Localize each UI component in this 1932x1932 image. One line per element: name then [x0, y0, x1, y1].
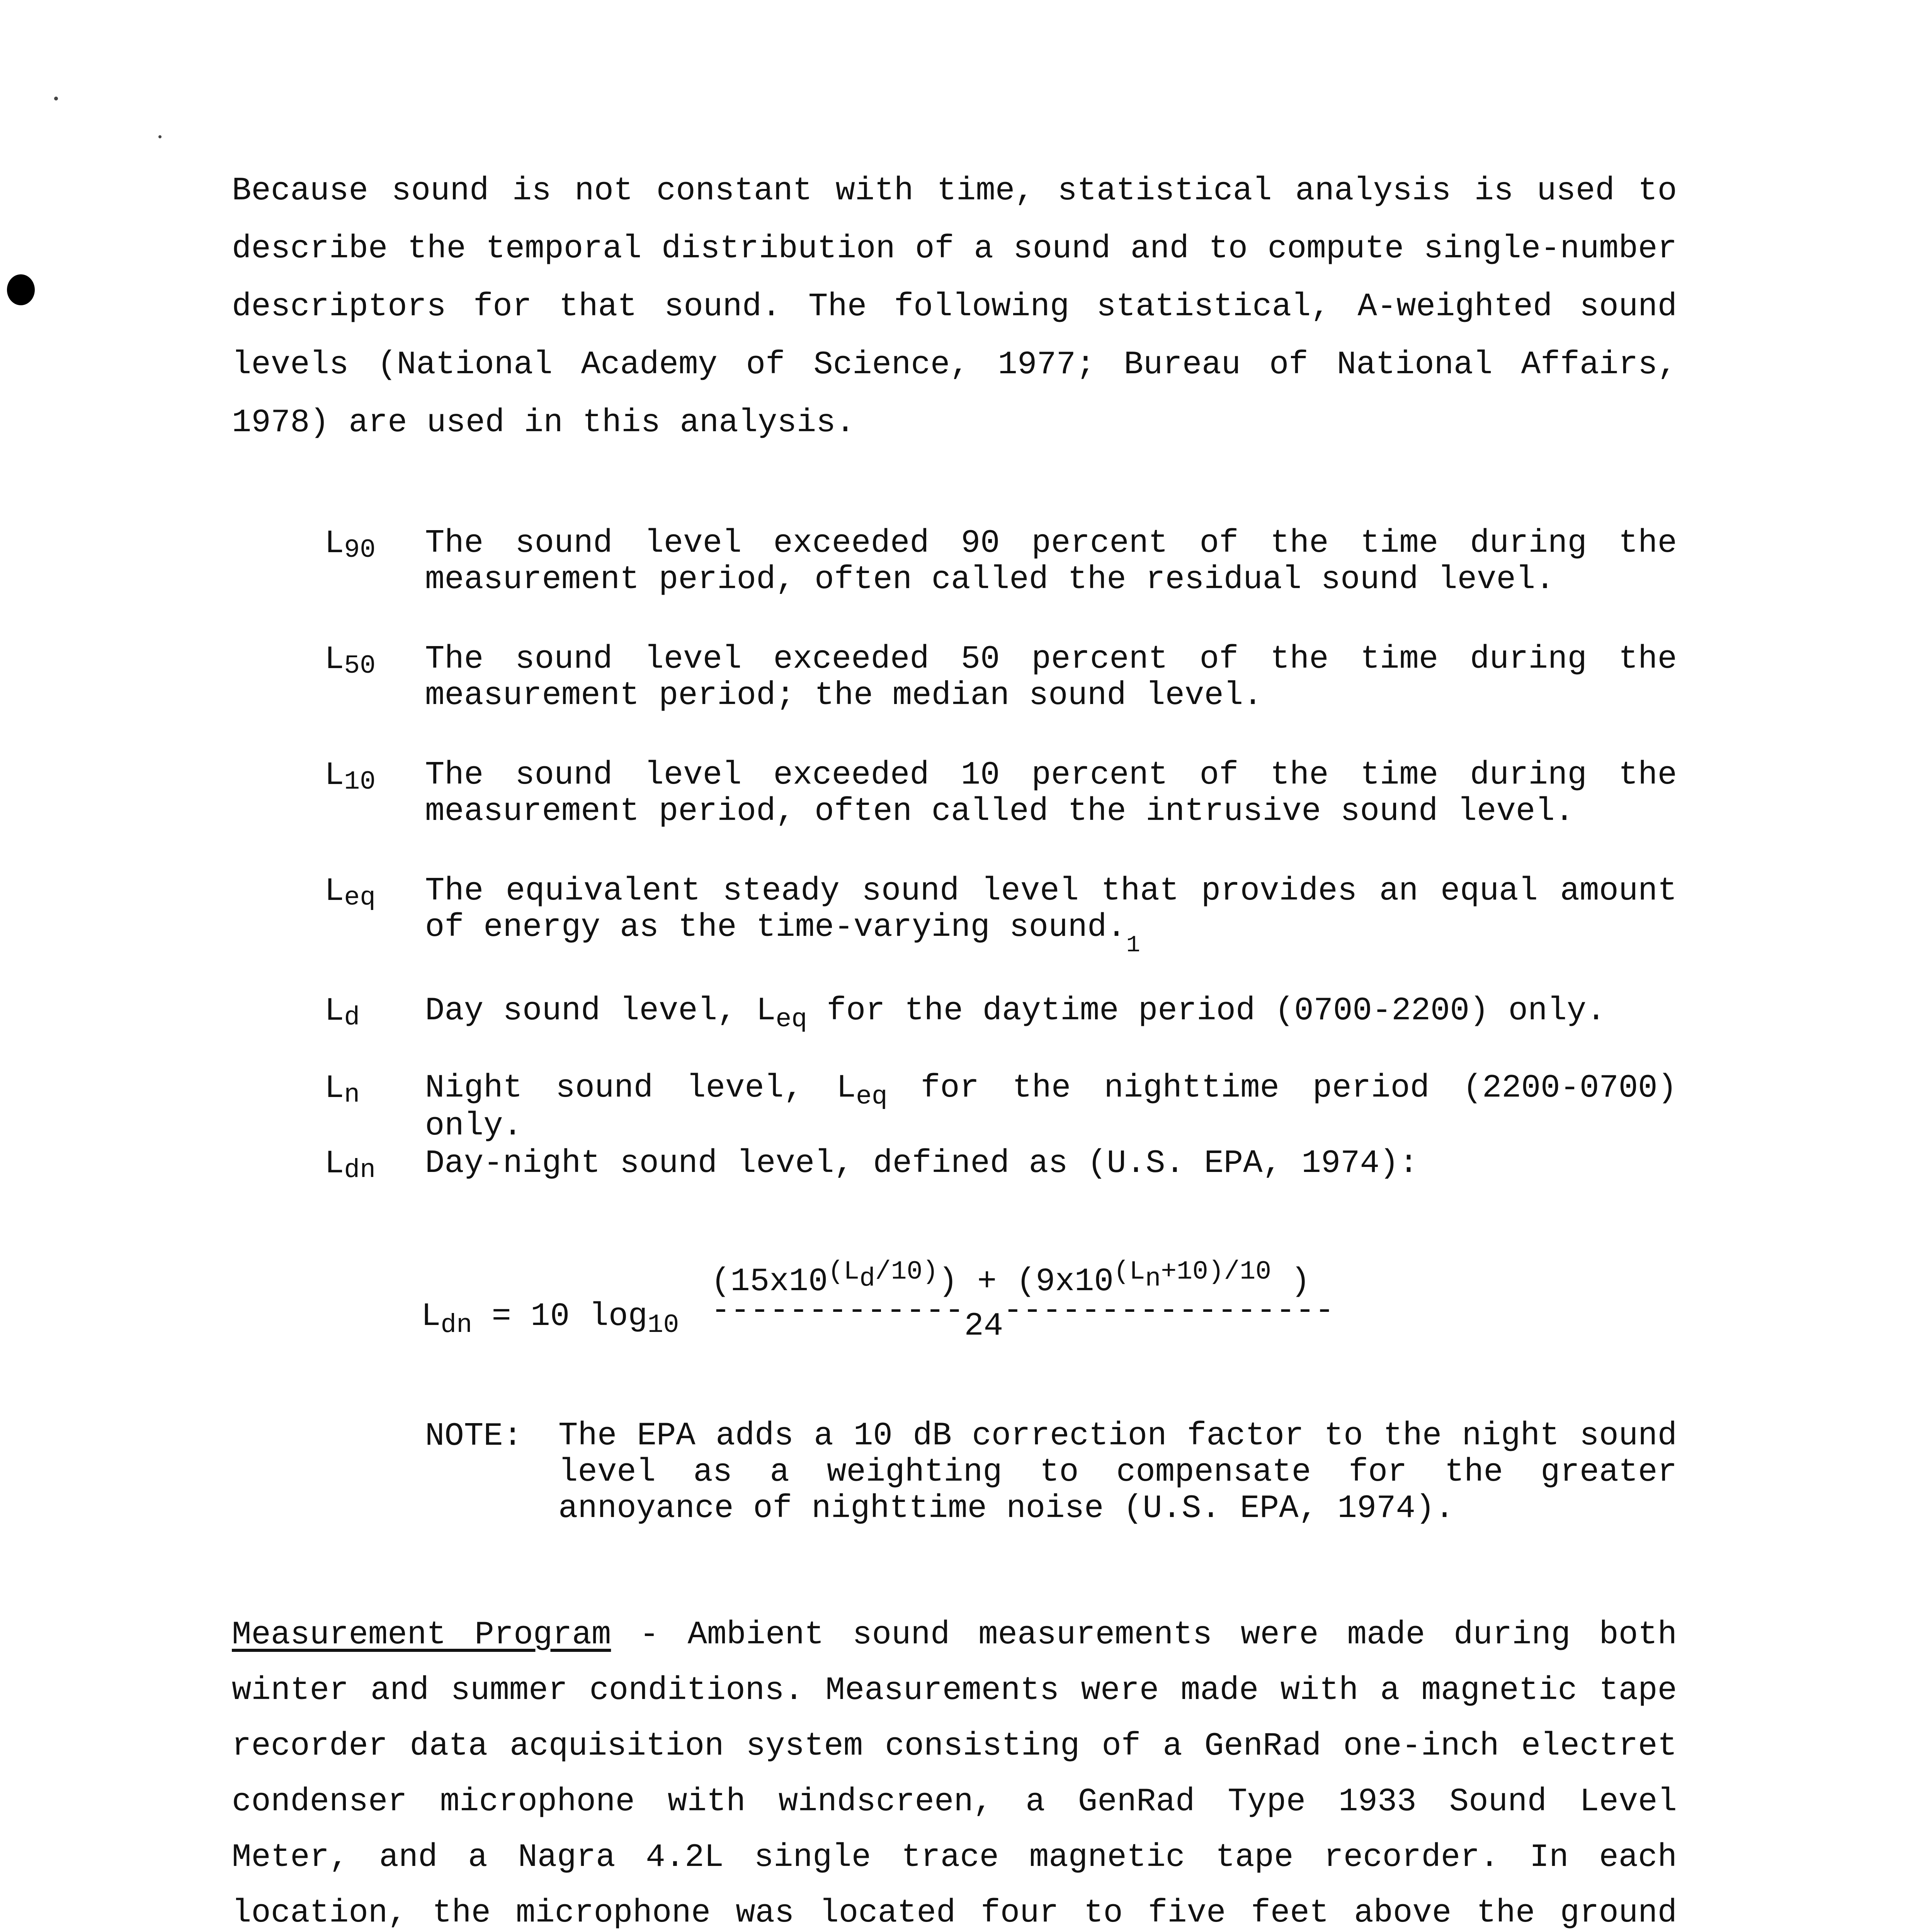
definition-l90: The sound level exceeded 90 percent of the time during the measurement period, often called the residual sound level. — [425, 525, 1677, 598]
formula-lhs: $L_{dn} = 10$ $\log_{10}$ — [421, 1298, 679, 1340]
speck-1 — [54, 97, 58, 100]
term-l50: $L_{50}$ — [325, 641, 376, 681]
definition-leq: The equivalent steady sound level that provides an equal amount of energy as the time-varying sound.$^1$ — [425, 873, 1677, 959]
margin-dot-top — [7, 274, 35, 305]
note-label: NOTE: — [425, 1418, 523, 1455]
term-leq: $L_{eq}$ — [325, 873, 376, 913]
term-l10: $L_{10}$ — [325, 757, 376, 797]
formula-fraction-bar: -------------24----------------- — [711, 1293, 1335, 1345]
measurement-paragraph: Measurement Program - Ambient sound measurements were made during both winter and summer conditions. Measurements were made with a magnetic tape recorder data acquisition system consisting of a GenRad one-inch electret condenser microphone with windscreen, a GenRad Type 1933 Sound Level Meter, and a Nagra 4.2L single trace magnetic tape recorder. In each location, the microphone was located four to five feet above the ground — [232, 1617, 1677, 1932]
footnote-mark: 1 — [1126, 932, 1140, 959]
definition-l10: The sound level exceeded 10 percent of the time during the measurement period, often called the intrusive sound level. — [425, 757, 1677, 830]
definition-ln: Night sound level, $L_{eq}$ for the nighttime period (2200-0700) only. — [425, 1070, 1677, 1145]
definition-l50: The sound level exceeded 50 percent of the time during the measurement period; the median sound level. — [425, 641, 1677, 714]
term-ln: $L_n$ — [325, 1070, 360, 1110]
speck-2 — [158, 135, 162, 138]
measurement-heading: Measurement Program — [232, 1617, 611, 1653]
definition-ld: Day sound level, $L_{eq}$ for the daytime period (0700-2200) only. — [425, 993, 1606, 1034]
term-ldn: $L_{dn}$ — [325, 1146, 376, 1185]
note-text: The EPA adds a 10 dB correction factor to the night sound level as a weighting to compensate for the greater annoyance of nighttime noise (U.S. EPA, 1974). — [558, 1418, 1677, 1527]
term-l90: $L_{90}$ — [325, 526, 376, 565]
intro-paragraph: Because sound is not constant with time, statistical analysis is used to describe the temporal distribution of a sound and to compute single-number descriptors for that sound. The following statistical, A-weighted sound levels (National Academy of Science, 1977; Bureau of National Affairs, 1978) are used in this analysis. — [232, 173, 1677, 441]
definition-ldn: Day-night sound level, defined as (U.S. EPA, 1974): — [425, 1145, 1418, 1182]
term-ld: $L_d$ — [325, 993, 360, 1032]
formula-numerator: $(15x10^{(L_d/10)}) + (9x10^{(L_n+10)/10}$ ) — [711, 1257, 1310, 1300]
